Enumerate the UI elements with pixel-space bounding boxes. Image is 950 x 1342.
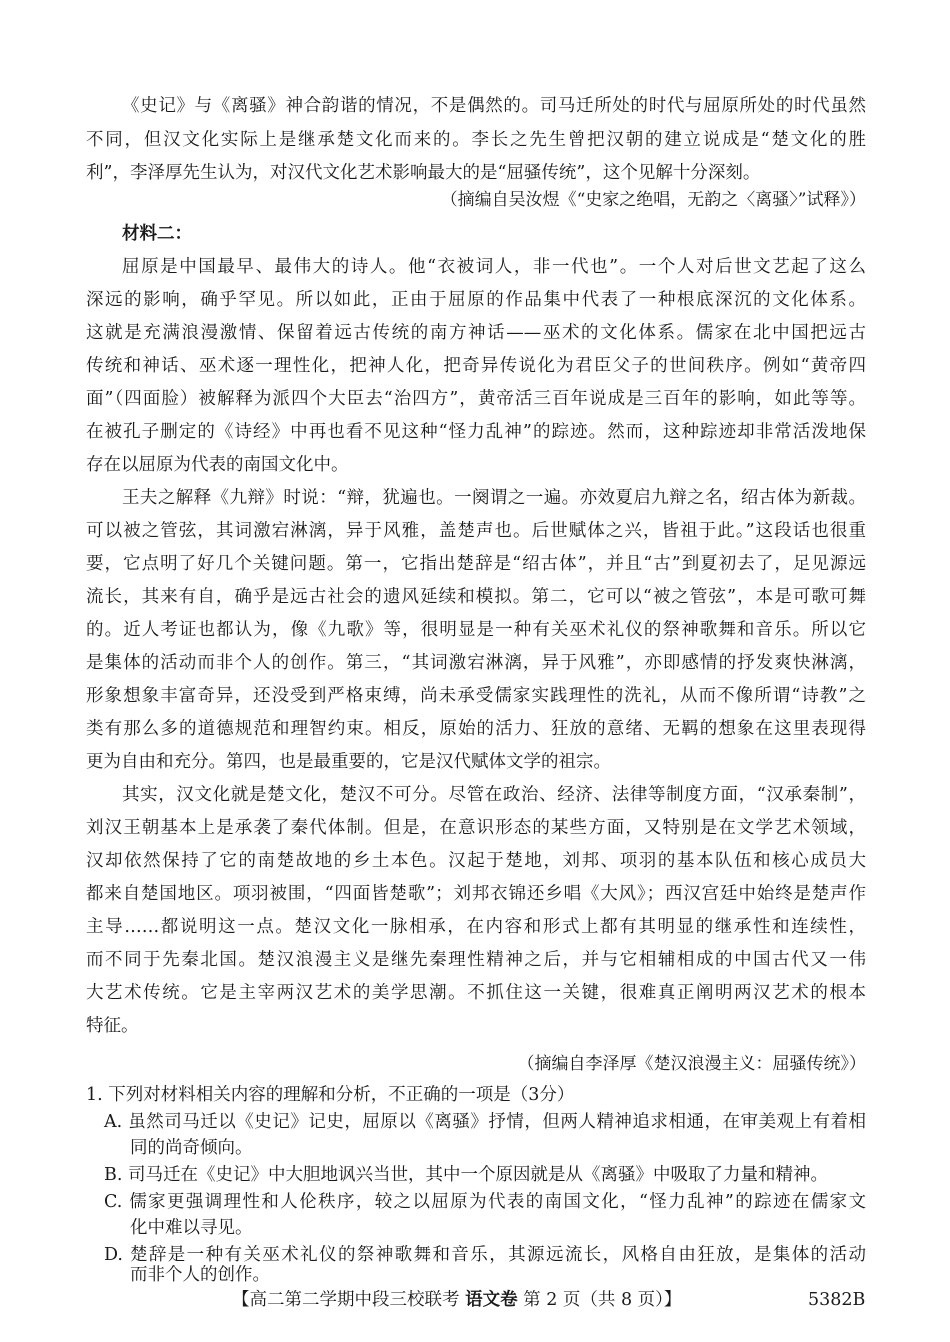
paragraph-line: 屈原是中国最早、最伟大的诗人。他“衣被词人，非一代也”。一个人对后世文艺起了这么 xyxy=(122,257,866,277)
intro-line: 《史记》与《离骚》神合韵谐的情况，不是偶然的。司马迁所处的时代与屈原所处的时代虽然 xyxy=(122,96,866,116)
intro-line: 利”，李泽厚先生认为，对汉代文化艺术影响最大的是“屈骚传统”，这个见解十分深刻。 xyxy=(86,163,761,183)
option-c-cont: 化中难以寻见。 xyxy=(130,1218,253,1238)
paragraph-line: 形象想象丰富奇异，还没受到严格束缚，尚未承受儒家实践理性的洗礼，从而不像所谓“诗教”之 xyxy=(86,686,866,706)
paragraph-line: 更为自由和充分。第四，也是最重要的，它是汉代赋体文学的祖宗。 xyxy=(86,752,611,772)
paragraph-line: 在被孔子删定的《诗经》中再也看不见这种“怪力乱神”的踪迹。然而，这种踪迹却非常活泼地保 xyxy=(86,422,866,442)
paragraph-line: 的。近人考证也都认为，像《九歌》等，很明显是一种有关巫术礼仪的祭神歌舞和音乐。所以它 xyxy=(86,620,866,640)
paragraph-line: 深远的影响，确乎罕见。所以如此，正由于屈原的作品集中代表了一种根底深沉的文化体系。 xyxy=(86,290,866,310)
option-d-cont: 而非个人的创作。 xyxy=(130,1265,270,1285)
paragraph-line: 这就是充满浪漫激情、保留着远古传统的南方神话——巫术的文化体系。儒家在北中国把远古 xyxy=(86,323,866,343)
source-citation-1: （摘编自吴汝煜《“史家之绝唱，无韵之〈离骚〉”试释》） xyxy=(440,190,866,210)
option-b: B. 司马迁在《史记》中大胆地讽兴当世，其中一个原因就是从《离骚》中吸取了力量和精神。 xyxy=(104,1165,828,1185)
option-c: C. 儒家更强调理性和人伦秩序，较之以屈原为代表的南国文化，“怪力乱神”的踪迹在儒家文 xyxy=(104,1192,866,1212)
paragraph-line: 都来自楚国地区。项羽被围，“四面皆楚歌”；刘邦衣锦还乡唱《大风》；西汉宫廷中始终是楚声作 xyxy=(86,884,866,904)
paragraph-line: 可以被之管弦，其词激宕淋漓，异于风雅，盖楚声也。后世赋体之兴，皆祖于此。”这段话也很重 xyxy=(86,521,866,541)
paragraph-line: 而不同于先秦北国。楚汉浪漫主义是继先秦理性精神之后，并与它相辅相成的中国古代又一伟 xyxy=(86,950,866,970)
question-stem: 1. 下列对材料相关内容的理解和分析，不正确的一项是（3分） xyxy=(86,1085,575,1105)
paragraph-line: 刘汉王朝基本上是承袭了秦代体制。但是，在意识形态的某些方面，又特别是在文学艺术领域， xyxy=(86,818,866,838)
paragraph-line: 是集体的活动而非个人的创作。第三，“其词激宕淋漓，异于风雅”，亦即感情的抒发爽快淋漓， xyxy=(86,653,866,673)
option-a: A. 虽然司马迁以《史记》记史，屈原以《离骚》抒情，但两人精神追求相通，在审美观上有着相 xyxy=(104,1112,866,1132)
footer-exam-name: 【高二第二学期中段三校联考 xyxy=(232,1290,460,1310)
option-a-cont: 同的尚奇倾向。 xyxy=(130,1138,253,1158)
page-footer xyxy=(232,1287,681,1313)
footer-subject: 语文卷 xyxy=(465,1290,518,1310)
paragraph-line: 特征。 xyxy=(86,1016,139,1036)
footer-page-number: 第 2 页（共 8 页）】 xyxy=(523,1290,682,1310)
paragraph-line: 要，它点明了好几个关键问题。第一，它指出楚辞是“绍古体”，并且“古”到夏初去了，足见源远 xyxy=(86,554,866,574)
source-citation-2: （摘编自李泽厚《楚汉浪漫主义：屈骚传统》） xyxy=(517,1054,866,1074)
paragraph-line: 面”（四面脸）被解释为派四个大臣去“治四方”，黄帝活三百年说成是三百年的影响，如此等等。 xyxy=(86,389,866,409)
paragraph-line: 类有那么多的道德规范和理智约束。相反，原始的活力、狂放的意绪、无羁的想象在这里表现得 xyxy=(86,719,866,739)
intro-line: 不同，但汉文化实际上是继承楚文化而来的。李长之先生曾把汉朝的建立说成是“楚文化的胜 xyxy=(86,130,866,150)
option-d: D. 楚辞是一种有关巫术礼仪的祭神歌舞和音乐，其源远流长，风格自由狂放，是集体的活动 xyxy=(104,1245,866,1265)
paper-code: 5382B xyxy=(808,1290,866,1310)
paragraph-line: 其实，汉文化就是楚文化，楚汉不可分。尽管在政治、经济、法律等制度方面，“汉承秦制”， xyxy=(122,785,866,805)
paragraph-line: 汉却依然保持了它的南楚故地的乡土本色。汉起于楚地，刘邦、项羽的基本队伍和核心成员大 xyxy=(86,851,866,871)
paragraph-line: 传统和神话、巫术逐一理性化，把神人化，把奇异传说化为君臣父子的世间秩序。例如“黄帝四 xyxy=(86,356,866,376)
paragraph-line: 大艺术传统。它是主宰两汉艺术的美学思潮。不抓住这一关键，很难真正阐明两汉艺术的根本 xyxy=(86,983,866,1003)
paragraph-line: 存在以屈原为代表的南国文化中。 xyxy=(86,455,349,475)
paragraph-line: 流长，其来有自，确乎是远古社会的遗风延续和模拟。第二，它可以“被之管弦”，本是可歌可舞 xyxy=(86,587,866,607)
material-heading: 材料二： xyxy=(122,224,192,244)
paragraph-line: 王夫之解释《九辩》时说：“辩，犹遍也。一阕谓之一遍。亦效夏启九辩之名，绍古体为新裁。 xyxy=(122,488,866,508)
paragraph-line: 主导……都说明这一点。楚汉文化一脉相承，在内容和形式上都有其明显的继承性和连续性， xyxy=(86,917,866,937)
